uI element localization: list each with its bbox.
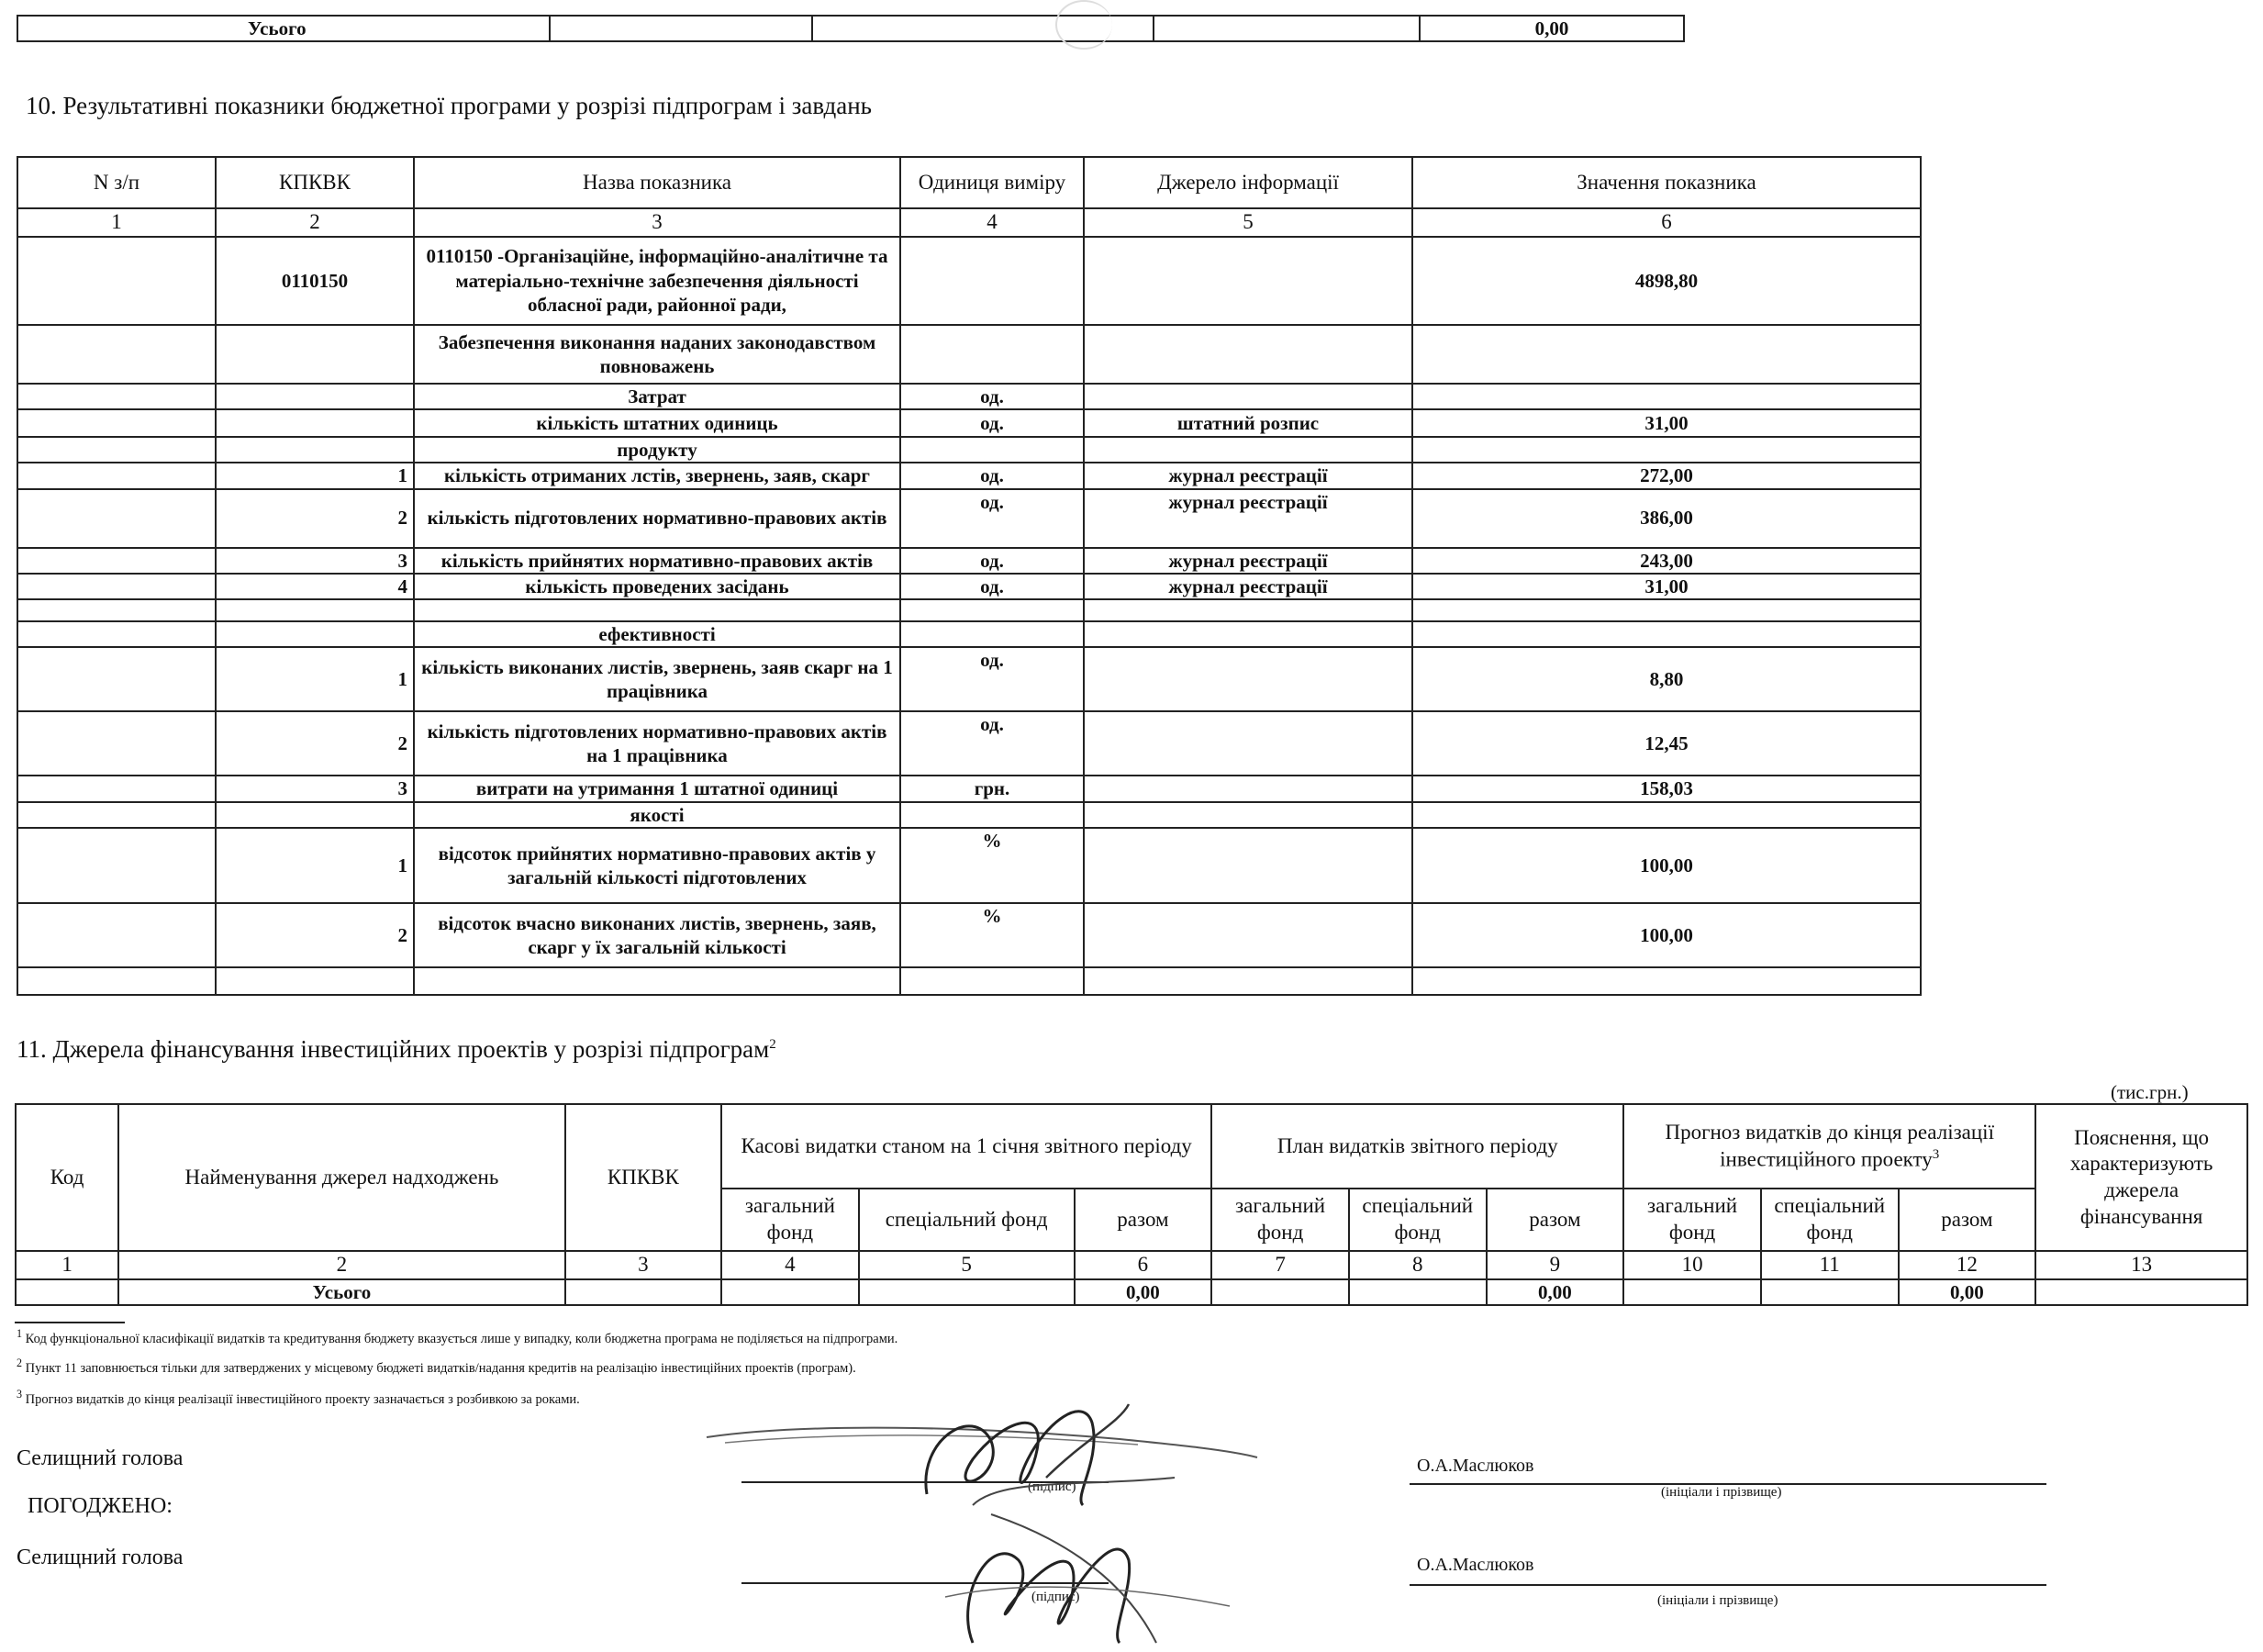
col-number: 6: [1412, 208, 1921, 237]
name-hint: (ініціали і прізвище): [1661, 1485, 1782, 1500]
empty-row: [17, 967, 1921, 995]
name-line: [1410, 1584, 2046, 1586]
program-value: 4898,80: [1412, 237, 1921, 325]
header-kpkvk: КПКВК: [216, 157, 414, 208]
forecast-total: 0,00: [1899, 1279, 2036, 1305]
group-quality: якості: [414, 802, 900, 828]
signer-name: О.А.Маслюков: [1417, 1456, 1534, 1476]
col-number: 4: [900, 208, 1084, 237]
group-row: [17, 802, 1921, 828]
section-10-title: 10. Результативні показники бюджетної програми у розрізі підпрограм і завдань: [26, 92, 872, 119]
position-label: Селищний голова: [17, 1546, 184, 1569]
total-row: [16, 1279, 2247, 1305]
group-row: [17, 437, 1921, 463]
position-label: Селищний голова: [17, 1446, 184, 1470]
header-explain: Пояснення, що характеризують джерела фінансування: [2035, 1104, 2247, 1251]
program-code: 0110150: [216, 237, 414, 325]
footnote-divider: [15, 1322, 125, 1323]
header-plan: План видатків звітного періоду: [1211, 1104, 1623, 1189]
performance-indicators-table: [17, 156, 1922, 996]
indicator-row: 4 кількість проведених засідань од. журнал реєстрації 31,00: [17, 574, 1921, 599]
unit-note: (тис.грн.): [2111, 1081, 2189, 1103]
program-name: 0110150 -Організаційне, інформаційно-аналітичне та матеріально-технічне забезпечення діяльності обласної ради, районної ради,: [414, 237, 900, 325]
empty-row: [17, 599, 1921, 621]
group-cost: Затрат: [414, 384, 900, 409]
col-number: 2: [216, 208, 414, 237]
col-number: 5: [1084, 208, 1412, 237]
group-efficiency: ефективності: [414, 621, 900, 647]
section-11-title: 11. Джерела фінансування інвестиційних проектів у розрізі підпрограм$^2$: [17, 1035, 776, 1063]
header-code: Код: [16, 1104, 118, 1251]
previous-table-total-row: [17, 15, 1685, 42]
scan-artifact: [1055, 0, 1112, 50]
header-source-name: Найменування джерел надходжень: [118, 1104, 564, 1251]
group-row: [17, 621, 1921, 647]
indicator-row: 3 кількість прийнятих нормативно-правових актів од. журнал реєстрації 243,00: [17, 548, 1921, 574]
signer-name: О.А.Маслюков: [1417, 1555, 1534, 1575]
header-indicator-name: Назва показника: [414, 157, 900, 208]
indicator-row: 3 витрати на утримання 1 штатної одиниці грн. 158,03: [17, 776, 1921, 801]
agreed-label: ПОГОДЖЕНО:: [28, 1494, 173, 1518]
header-unit: Одиниця виміру: [900, 157, 1084, 208]
signature-hint: (підпис): [1028, 1479, 1076, 1494]
header-number: N з/п: [17, 157, 216, 208]
task-row: [17, 325, 1921, 384]
signature-hint: (підпис): [1031, 1590, 1080, 1604]
footnote-1: $^1$ Код функціональної класифікації видатків та кредитування бюджету вказується лише у випадку, коли бюджетна програма не поділяється на підпрограми.: [17, 1327, 898, 1346]
indicator-row: 2 кількість підготовлених нормативно-правових актів од. журнал реєстрації 386,00: [17, 489, 1921, 548]
cost-unit: од.: [900, 384, 1084, 409]
task-name: Забезпечення виконання наданих законодавством повноважень: [414, 325, 900, 384]
cash-total: 0,00: [1075, 1279, 1212, 1305]
total-value: 0,00: [1420, 16, 1684, 41]
group-product: продукту: [414, 437, 900, 463]
indicator-row: 2 кількість підготовлених нормативно-правових актів на 1 працівника од. 12,45: [17, 711, 1921, 776]
indicator-row: 1 відсоток прийнятих нормативно-правових актів у загальній кількості підготовлених % 100,00: [17, 828, 1921, 903]
indicator-row: 2 відсоток вчасно виконаних листів, звернень, заяв, скарг у їх загальній кількості % 100,00: [17, 903, 1921, 967]
group-row: [17, 384, 1921, 409]
handwritten-signature: [936, 1505, 1248, 1652]
program-row: [17, 237, 1921, 325]
header-source: Джерело інформації: [1084, 157, 1412, 208]
investment-sources-table: Код Найменування джерел надходжень КПКВК Касові видатки станом на 1 січня звітного періоду План видатків звітного періоду Прогноз видатків до кінця реалізації інвестиційного проекту$^3$ Пояснення, що характеризують джерела фінансування загальний фонд спеціальний фонд разом загальний фонд спеціальний фонд разом загальний фонд спеціальний фонд разом 1 2 3 4 5 6 7 8 9 10 11 12 13 Усього 0,00 0,00 0,00: [15, 1103, 2248, 1306]
plan-total: 0,00: [1487, 1279, 1624, 1305]
total-label: Усього: [17, 16, 550, 41]
footnote-3: $^3$ Прогноз видатків до кінця реалізації інвестиційного проекту зазначається з розбивкою за роками.: [17, 1388, 580, 1407]
col-number: 3: [414, 208, 900, 237]
col-number: 1: [17, 208, 216, 237]
total-label: Усього: [118, 1279, 564, 1305]
header-kpkvk: КПКВК: [565, 1104, 721, 1251]
indicator-row: 1 кількість отриманих лстів, звернень, заяв, скарг од. журнал реєстрації 272,00: [17, 463, 1921, 488]
name-hint: (ініціали і прізвище): [1657, 1593, 1778, 1608]
header-forecast: Прогноз видатків до кінця реалізації інвестиційного проекту$^3$: [1623, 1104, 2035, 1189]
footnote-2: $^2$ Пункт 11 заповнюється тільки для затверджених у місцевому бюджеті видатків/надання кредитів на реалізацію інвестиційних проектів (програм).: [17, 1356, 856, 1376]
header-value: Значення показника: [1412, 157, 1921, 208]
header-cash: Касові видатки станом на 1 січня звітного періоду: [721, 1104, 1211, 1189]
handwritten-signature: [697, 1386, 1266, 1514]
indicator-row: кількість штатних одиниць од. штатний розпис 31,00: [17, 409, 1921, 437]
indicator-row: 1 кількість виконаних листів, звернень, заяв скарг на 1 працівника од. 8,80: [17, 647, 1921, 711]
